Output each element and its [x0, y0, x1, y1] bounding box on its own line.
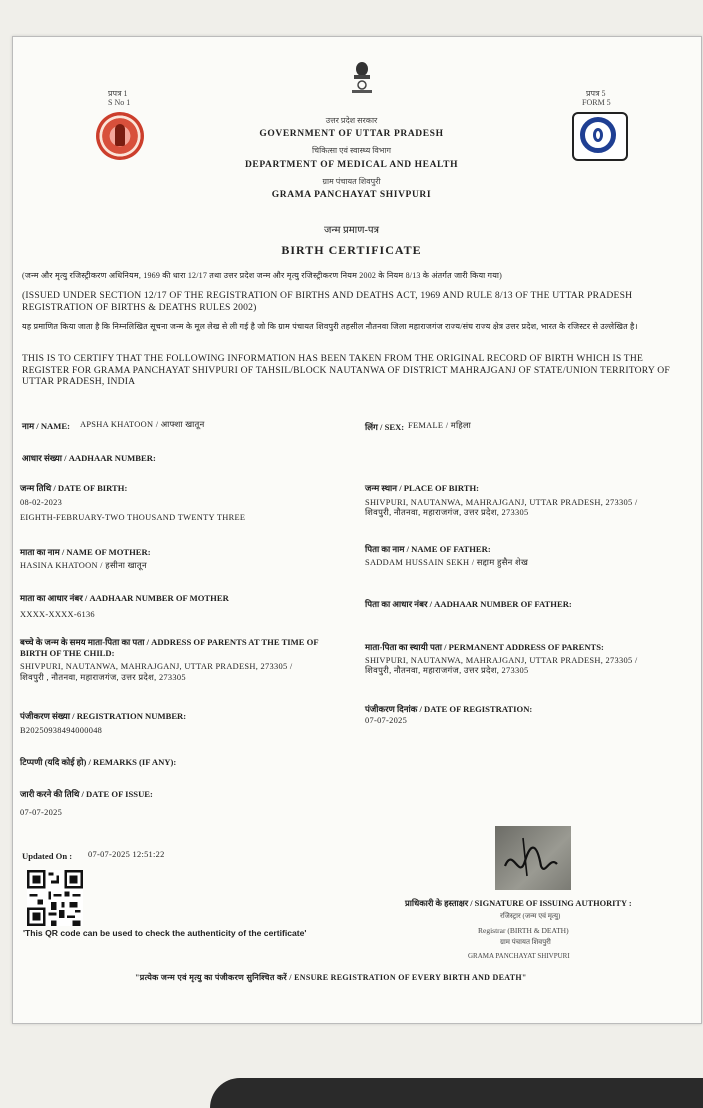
- sn-hindi: प्रपत्र 1: [108, 89, 128, 98]
- signature-icon: [495, 826, 571, 890]
- mother-aadhaar-label: माता का आधार नंबर / AADHAAR NUMBER OF MOTHER: [20, 593, 229, 603]
- reg-no-label: पंजीकरण संख्या / REGISTRATION NUMBER:: [20, 711, 187, 721]
- certify-text: THIS IS TO CERTIFY THAT THE FOLLOWING INFORMATION HAS BEEN TAKEN FROM THE ORIGINAL RECORD OF BIRTH WHICH IS THE REGISTER FOR GRAMA PANCHAYAT SHIVPURI OF TAHSIL/BLOCK NAUTANWA OF DISTRICT MAHRAJGANJ OF STATE/UNION TERRITORY OF UTTAR PRADESH, INDIA: [22, 353, 670, 387]
- mother-value: HASINA KHATOON / हसीना खातून: [20, 561, 147, 570]
- addr-label-2: BIRTH OF THE CHILD:: [20, 648, 115, 658]
- sig-line2: Registrar (BIRTH & DEATH): [478, 926, 569, 935]
- perm-value: SHIVPURI, NAUTANWA, MAHRAJGANJ, UTTAR PRADESH, 273305 /: [365, 656, 638, 665]
- pob-value-hindi: शिवपुरी, नौतनवा, महाराजगंज, उत्तर प्रदेश, 273305: [365, 508, 529, 517]
- mother-aadhaar-value: XXXX-XXXX-6136: [20, 610, 95, 619]
- father-value: SADDAM HUSSAIN SEKH / सद्दाम हुसैन शेख: [365, 558, 529, 567]
- addr-label-1: बच्चे के जन्म के समय माता-पिता का पता / ADDRESS OF PARENTS AT THE TIME OF: [20, 637, 319, 647]
- dept-hindi: चिकित्सा एवं स्वास्थ्य विभाग: [311, 146, 392, 155]
- certificate-title: BIRTH CERTIFICATE: [281, 243, 422, 257]
- dob-words: EIGHTH-FEBRUARY-TWO THOUSAND TWENTY THREE: [20, 513, 246, 522]
- issue-value: 07-07-2025: [20, 808, 63, 817]
- sex-value: FEMALE / महिला: [408, 421, 472, 430]
- reg-no-value: B20250938494000048: [20, 726, 103, 735]
- sig-line1-hindi: रजिस्ट्रार (जन्म एवं मृत्यु): [500, 912, 561, 920]
- father-aadhaar-label: पिता का आधार नंबर / AADHAAR NUMBER OF FATHER:: [365, 599, 572, 609]
- sig-line4: GRAMA PANCHAYAT SHIVPURI: [468, 952, 570, 960]
- panchayat-hindi: ग्राम पंचायत शिवपुरी: [322, 177, 381, 186]
- name-value: APSHA KHATOON / आफ्शा खातून: [80, 420, 205, 429]
- certify-hindi: यह प्रमाणित किया जाता है कि निम्नलिखित सूचना जन्म के मूल लेख से ली गई है जो कि ग्राम पंचायत शिवपुरी तहसील नौतनवा जिला महाराजगंज राज्य/संघ राज्य क्षेत्र उत्तर प्रदेश, भारत के रजिस्टर से उल्लेखित है।: [22, 322, 638, 331]
- background-edge: [210, 1078, 703, 1108]
- qr-code-icon: [27, 870, 83, 926]
- addr-value: SHIVPURI, NAUTANWA, MAHRAJGANJ, UTTAR PRADESH, 273305 /: [20, 662, 293, 671]
- state-hindi: उत्तर प्रदेश सरकार: [325, 116, 378, 125]
- form-label: FORM 5: [582, 98, 611, 107]
- father-label: पिता का नाम / NAME OF FATHER:: [365, 544, 491, 554]
- ensure-registration: "प्रत्येक जन्म एवं मृत्यु का पंजीकरण सुनिश्चित करें / ENSURE REGISTRATION OF EVERY BIRTH AND DEATH": [135, 973, 527, 982]
- dept-name: DEPARTMENT OF MEDICAL AND HEALTH: [244, 160, 459, 170]
- dob-label: जन्म तिथि / DATE OF BIRTH:: [20, 483, 128, 493]
- dob-value: 08-02-2023: [20, 498, 63, 507]
- addr-value-hindi: शिवपुरी , नौतनवा, महाराजगंज, उत्तर प्रदेश, 273305: [20, 673, 186, 682]
- reg-date-value: 07-07-2025: [365, 716, 408, 725]
- state-name: GOVERNMENT OF UTTAR PRADESH: [259, 129, 444, 139]
- updated-label: Updated On :: [22, 851, 73, 861]
- reg-date-label: पंजीकरण दिनांक / DATE OF REGISTRATION:: [365, 704, 533, 714]
- name-label: नाम / NAME:: [22, 421, 70, 431]
- title-hindi: जन्म प्रमाण-पत्र: [323, 225, 380, 236]
- mother-label: माता का नाम / NAME OF MOTHER:: [20, 547, 151, 557]
- aadhaar-label: आधार संख्या / AADHAAR NUMBER:: [22, 453, 156, 463]
- updated-value: 07-07-2025 12:51:22: [88, 850, 165, 859]
- sig-line3-hindi: ग्राम पंचायत शिवपुरी: [500, 938, 551, 946]
- pob-label: जन्म स्थान / PLACE OF BIRTH:: [365, 483, 480, 493]
- national-emblem-icon: [348, 60, 376, 96]
- pob-value: SHIVPURI, NAUTANWA, MAHRAJGANJ, UTTAR PRADESH, 273305 /: [365, 498, 638, 507]
- sn-label: S No 1: [108, 98, 131, 107]
- issued-hindi: (जन्म और मृत्यु रजिस्ट्रीकरण अधिनियम, 1969 की धारा 12/17 तथा उत्तर प्रदेश जन्म और मृत्यु रजिस्ट्रीकरण नियम 2002 के नियम 8/13 के अंतर्गत जारी किया गया): [22, 271, 503, 280]
- perm-value-hindi: शिवपुरी, नौतनवा, महाराजगंज, उत्तर प्रदेश, 273305: [365, 666, 529, 675]
- qr-note: 'This QR code can be used to check the authenticity of the certificate': [23, 928, 307, 938]
- remarks-label: टिप्पणी (यदि कोई हो) / REMARKS (IF ANY):: [20, 757, 177, 767]
- signature-label: प्राधिकारी के हस्ताक्षर / SIGNATURE OF ISSUING AUTHORITY :: [405, 899, 632, 908]
- form-hindi: प्रपत्र 5: [586, 89, 606, 98]
- sex-label: लिंग / SEX:: [365, 422, 405, 432]
- perm-label: माता-पिता का स्थायी पता / PERMANENT ADDRESS OF PARENTS:: [365, 642, 604, 652]
- issue-label: जारी करने की तिथि / DATE OF ISSUE:: [20, 789, 153, 799]
- signature-stamp: [495, 826, 571, 890]
- issued-text: (ISSUED UNDER SECTION 12/17 OF THE REGISTRATION OF BIRTHS AND DEATHS ACT, 1969 AND RULE 8/13 OF THE UTTAR PRADESH REGISTRATION OF BIRTHS & DEATHS RULES 2002): [22, 290, 633, 313]
- panchayat-name: GRAMA PANCHAYAT SHIVPURI: [271, 190, 432, 200]
